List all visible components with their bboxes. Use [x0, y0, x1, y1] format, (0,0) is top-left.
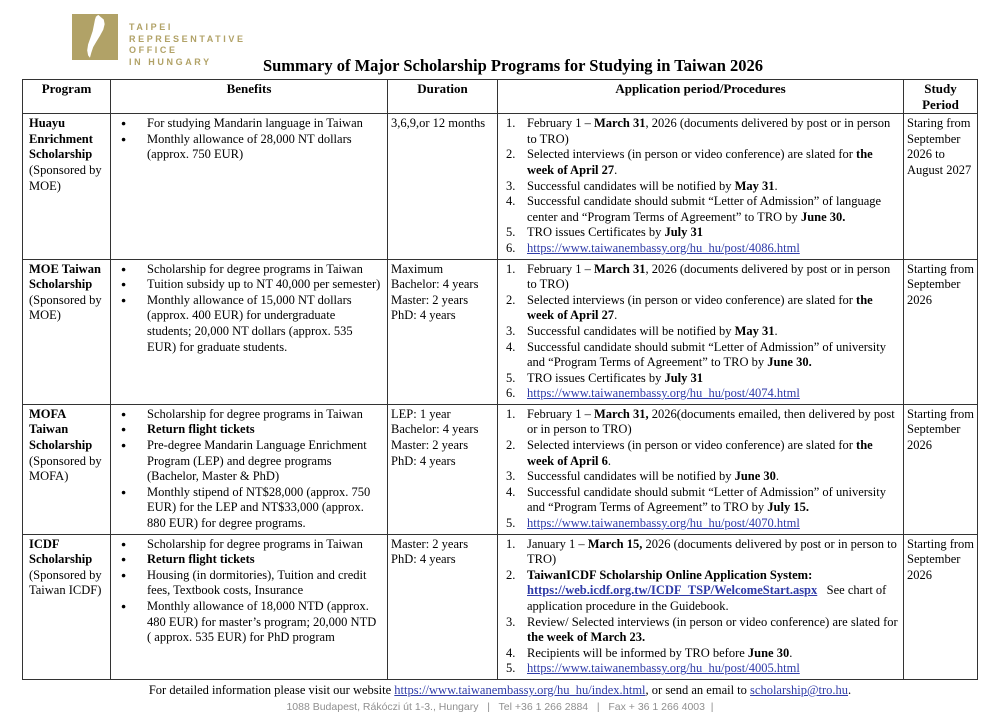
application-step	[501, 241, 900, 257]
step-number: 6.	[506, 240, 516, 255]
benefit-text: Monthly allowance of 28,000 NT dollars (approx. 750 EUR)	[147, 131, 352, 162]
benefit-text: Scholarship for degree programs in Taiwan	[147, 406, 363, 421]
step-text	[527, 516, 900, 532]
step-number: 2.	[506, 438, 516, 453]
text-run: TaiwanICDF Scholarship Online Application System:	[527, 567, 813, 582]
application-step	[501, 537, 900, 568]
benefit-text: Return flight tickets	[147, 422, 255, 437]
benefit-item	[114, 293, 384, 355]
bullet-icon: ●	[121, 601, 127, 611]
step-text	[527, 537, 900, 568]
application-step	[501, 661, 900, 677]
step-text	[527, 646, 900, 662]
application-step	[501, 225, 900, 241]
step-text	[527, 485, 900, 516]
benefit-item	[114, 568, 384, 599]
program-cell	[23, 535, 111, 679]
bullet-icon: ●	[121, 538, 127, 549]
text-run: May 31	[734, 323, 775, 338]
text-run: July 15.	[767, 500, 809, 515]
step-number: 3.	[506, 323, 516, 338]
text-run: For detailed information please visit our website	[148, 682, 395, 697]
step-number: 2.	[506, 292, 516, 307]
logo-line-2: REPRESENTATIVE	[129, 33, 246, 44]
step-number: 1.	[506, 261, 516, 276]
benefit-text: Scholarship for degree programs in Taiwan	[147, 261, 363, 276]
bullet-icon: ●	[121, 408, 127, 419]
hyperlink[interactable]: scholarship@tro.hu	[750, 682, 849, 697]
application-step	[501, 371, 900, 387]
program-cell	[23, 260, 111, 404]
benefit-text: Monthly allowance of 18,000 NTD (approx. 480 EUR) for master’s program; 20,000 NTD ( approx. 535 EUR) for PhD program	[147, 599, 377, 645]
table-row	[23, 535, 977, 679]
step-number: 3.	[506, 614, 516, 629]
text-run: TRO issues Certificates by	[527, 225, 665, 240]
document-header	[0, 0, 1000, 79]
text-run: July 31	[664, 225, 704, 240]
text-run: .	[775, 469, 780, 484]
step-number: 3.	[506, 469, 516, 484]
step-text	[527, 386, 900, 402]
text-run: the week of April 27	[527, 147, 873, 177]
duration-line: Master: 2 years	[391, 536, 469, 551]
text-run: March 31,	[594, 406, 649, 421]
bullet-icon: ●	[121, 569, 127, 580]
application-step	[501, 407, 900, 438]
step-text	[527, 371, 900, 387]
table-row	[23, 260, 977, 405]
logo-line-1: TAIPEI	[129, 22, 173, 32]
application-step	[501, 324, 900, 340]
application-step	[501, 438, 900, 469]
text-run: February 1 –	[527, 261, 594, 276]
duration-cell	[388, 535, 498, 679]
text-run: January 1 –	[527, 536, 588, 551]
text-run: the week of April 6	[527, 438, 873, 468]
step-number: 4.	[506, 194, 516, 209]
table-body	[23, 114, 977, 679]
step-text	[527, 661, 900, 677]
hyperlink[interactable]: https://www.taiwanembassy.org/hu_hu/post/4086.html	[527, 240, 800, 255]
page-title: Summary of Major Scholarship Programs for Studying in Taiwan 2026	[262, 56, 764, 75]
step-text	[527, 262, 900, 293]
application-step	[501, 485, 900, 516]
taiwan-island-shape	[72, 14, 118, 60]
text-run: Successful candidates will be notified by	[527, 323, 735, 338]
study-period-cell: Starting from September 2026	[907, 406, 975, 453]
program-sponsor: (Sponsored by MOFA)	[29, 453, 102, 484]
program-sponsor: (Sponsored by Taiwan ICDF)	[29, 567, 102, 598]
benefit-item	[114, 552, 384, 568]
step-number: 6.	[506, 386, 516, 401]
text-run: .	[789, 645, 793, 660]
benefit-item	[114, 277, 384, 293]
text-run: See chart of application procedure in the Guidebook.	[527, 583, 887, 613]
hyperlink[interactable]: https://www.taiwanembassy.org/hu_hu/post/4070.html	[527, 516, 800, 531]
text-run: March 31	[594, 116, 646, 131]
logo-line-3: OFFICE	[129, 45, 178, 55]
duration-line: Bachelor: 4 years	[391, 422, 479, 437]
text-run: March 31	[594, 261, 646, 276]
step-text	[527, 194, 900, 225]
bullet-icon: ●	[121, 294, 127, 305]
application-step	[501, 615, 900, 646]
bullet-icon: ●	[121, 486, 127, 497]
benefit-text: Scholarship for degree programs in Taiwan	[147, 536, 363, 551]
text-run: February 1 –	[527, 406, 594, 421]
study-period-cell: Staring from September 2026 to August 2027	[907, 116, 972, 177]
application-step	[501, 116, 900, 147]
duration-cell	[388, 114, 498, 258]
step-number: 5.	[506, 370, 516, 385]
application-step	[501, 340, 900, 371]
step-number: 4.	[506, 645, 516, 660]
step-number: 2.	[506, 147, 516, 162]
program-name: Huayu Enrichment Scholarship	[29, 116, 93, 162]
text-run: the week of April 27	[527, 292, 873, 323]
step-number: 4.	[506, 484, 516, 499]
application-cell	[498, 405, 904, 534]
duration-cell	[388, 260, 498, 404]
duration-line: PhD: 4 years	[391, 453, 456, 468]
text-run: the week of March 23.	[527, 630, 646, 645]
hyperlink[interactable]: https://www.taiwanembassy.org/hu_hu/post/4005.html	[527, 661, 800, 676]
text-run: February 1 –	[527, 116, 594, 131]
header-study-period: Study Period	[922, 81, 959, 112]
hyperlink[interactable]: https://www.taiwanembassy.org/hu_hu/index.html	[394, 682, 646, 697]
step-number: 1.	[506, 536, 516, 551]
step-text	[527, 469, 900, 485]
step-text	[527, 568, 900, 615]
text-run: Recipients will be informed by TRO before	[527, 645, 748, 660]
document-footer	[0, 682, 1000, 714]
benefit-text: Monthly stipend of NT$28,000 (approx. 750 EUR) for the LEP and NT$33,000 (approx. 880 EUR) for degree programs.	[147, 484, 371, 531]
step-text	[527, 407, 900, 438]
text-run: May 31	[734, 178, 775, 193]
application-cell	[498, 260, 904, 404]
benefit-item	[114, 485, 384, 532]
step-text	[527, 147, 900, 178]
text-run: Review/ Selected interviews (in person or video conference) are slated for	[527, 614, 898, 629]
text-run: .	[848, 682, 852, 697]
text-run: Selected interviews (in person or video conference) are slated for	[527, 292, 857, 307]
table-row	[23, 405, 977, 535]
text-run: Successful candidate should submit “Letter of Admission” of university and “Program Terms of Agreement” to TRO by	[527, 484, 886, 515]
application-step	[501, 568, 900, 615]
hyperlink[interactable]: https://www.taiwanembassy.org/hu_hu/post/4074.html	[527, 386, 800, 401]
header-program: Program	[23, 80, 111, 113]
application-step	[501, 194, 900, 225]
text-run: June 30	[747, 645, 790, 660]
program-name: ICDF Scholarship	[29, 536, 93, 567]
benefit-text: Return flight tickets	[147, 552, 255, 567]
application-step	[501, 262, 900, 293]
step-number: 5.	[506, 661, 516, 676]
bullet-icon: ●	[121, 279, 127, 290]
scholarship-table	[22, 79, 978, 680]
step-number: 1.	[506, 406, 516, 421]
header-duration: Duration	[388, 80, 498, 113]
benefit-item	[114, 407, 384, 423]
application-step	[501, 516, 900, 532]
application-step	[501, 386, 900, 402]
benefit-item	[114, 438, 384, 485]
step-text	[527, 241, 900, 257]
text-run: .	[614, 162, 618, 177]
logo-line-4: IN HUNGARY	[129, 56, 212, 67]
text-run: 2026 (documents delivered by post or in person to TRO)	[527, 536, 897, 567]
text-run: .	[607, 453, 612, 468]
step-text	[527, 179, 900, 195]
step-number: 1.	[506, 116, 516, 131]
text-run: June 30	[734, 469, 776, 484]
text-run: .	[774, 323, 778, 338]
step-text	[527, 225, 900, 241]
benefit-text: For studying Mandarin language in Taiwan	[147, 116, 363, 131]
bullet-icon: ●	[121, 440, 127, 451]
application-step	[501, 469, 900, 485]
program-sponsor: (Sponsored by MOE)	[29, 292, 102, 323]
bullet-icon: ●	[121, 424, 127, 435]
benefits-cell	[111, 405, 388, 534]
benefits-cell	[111, 535, 388, 679]
step-text	[527, 116, 900, 147]
step-number: 5.	[506, 516, 516, 531]
application-step	[501, 293, 900, 324]
text-run: Selected interviews (in person or video conference) are slated for	[527, 147, 857, 162]
benefit-text: Housing (in dormitories), Tuition and credit fees, Textbook costs, Insurance	[147, 567, 367, 598]
text-run: Selected interviews (in person or video conference) are slated for	[527, 438, 857, 453]
program-sponsor: (Sponsored by MOE)	[29, 162, 102, 193]
duration-line: PhD: 4 years	[391, 552, 456, 567]
benefit-item	[114, 537, 384, 553]
text-run: , 2026 (documents delivered by post or in person to TRO)	[527, 116, 891, 146]
bullet-icon: ●	[121, 263, 127, 274]
taiwan-island-icon	[72, 14, 118, 60]
application-cell	[498, 114, 904, 258]
text-run: June 30.	[767, 355, 812, 370]
text-run: Successful candidates will be notified by	[527, 178, 735, 193]
application-step	[501, 646, 900, 662]
step-number: 5.	[506, 225, 516, 240]
application-cell	[498, 535, 904, 679]
step-text	[527, 438, 900, 469]
benefit-text: Monthly allowance of 15,000 NT dollars (approx. 400 EUR) for undergraduate students; 20,000 NT dollars (approx. 535 EUR) for graduate students.	[147, 292, 353, 354]
step-text	[527, 615, 900, 646]
step-text	[527, 293, 900, 324]
benefit-item	[114, 132, 384, 163]
footer-contact-line: 1088 Budapest, Rákóczi út 1-3., Hungary | Tel +36 1 266 2884 | Fax + 36 1 266 4003 |	[286, 700, 714, 713]
bullet-icon: ●	[121, 133, 127, 144]
text-run: 2026(documents emailed, then delivered by post or in person to TRO)	[527, 406, 895, 437]
hyperlink[interactable]: https://web.icdf.org.tw/ICDF_TSP/WelcomeStart.aspx	[527, 583, 818, 598]
duration-line: LEP: 1 year	[391, 406, 451, 421]
step-text	[527, 324, 900, 340]
text-run: Successful candidate should submit “Letter of Admission” of university and “Program Terms of Agreement” to TRO by	[527, 339, 886, 370]
text-run: March 15,	[587, 536, 643, 551]
duration-line: PhD: 4 years	[391, 308, 456, 323]
footer-note	[0, 682, 1000, 698]
duration-line: Maximum	[391, 261, 444, 276]
application-step	[501, 179, 900, 195]
duration-line: Master: 2 years	[391, 292, 469, 307]
benefit-item	[114, 599, 384, 646]
bullet-icon: ●	[121, 118, 127, 129]
table-header-row	[23, 80, 977, 114]
step-text	[527, 340, 900, 371]
benefit-text: Tuition subsidy up to NT 40,000 per semester)	[147, 277, 381, 292]
study-period-cell: Starting from September 2026	[907, 536, 975, 582]
text-run: Successful candidates will be notified by	[527, 469, 735, 484]
program-name: MOFA Taiwan Scholarship	[29, 406, 93, 453]
program-cell	[23, 114, 111, 258]
text-run: Successful candidate should submit “Letter of Admission” of language center and “Program Terms of Agreement” to TRO by	[527, 194, 882, 224]
text-run: June 30.	[800, 209, 846, 224]
step-number: 4.	[506, 339, 516, 354]
application-step	[501, 147, 900, 178]
text-run: July 31	[664, 370, 704, 385]
header-application: Application period/Procedures	[498, 80, 904, 113]
table-row	[23, 114, 977, 259]
step-number: 2.	[506, 567, 516, 582]
benefits-cell	[111, 114, 388, 258]
benefit-item	[114, 116, 384, 132]
text-run: .	[614, 308, 618, 323]
program-name: MOE Taiwan Scholarship	[29, 261, 101, 292]
text-run: .	[774, 178, 778, 193]
duration-line: 3,6,9,or 12 months	[391, 116, 486, 131]
duration-cell	[388, 405, 498, 534]
bullet-icon: ●	[121, 554, 127, 565]
benefit-text: Pre-degree Mandarin Language Enrichment Program (LEP) and degree programs (Bachelor, Master & PhD)	[147, 438, 367, 484]
header-benefits: Benefits	[111, 80, 388, 113]
text-run: , 2026 (documents delivered by post or in person to TRO)	[527, 261, 891, 292]
benefits-cell	[111, 260, 388, 404]
study-period-cell: Starting from September 2026	[907, 261, 975, 307]
duration-line: Master: 2 years	[391, 438, 469, 453]
benefit-item	[114, 262, 384, 278]
benefit-item	[114, 422, 384, 438]
text-run: , or send an email to	[645, 682, 751, 697]
duration-line: Bachelor: 4 years	[391, 277, 479, 292]
program-cell	[23, 405, 111, 534]
text-run: TRO issues Certificates by	[527, 370, 665, 385]
step-number: 3.	[506, 178, 516, 193]
